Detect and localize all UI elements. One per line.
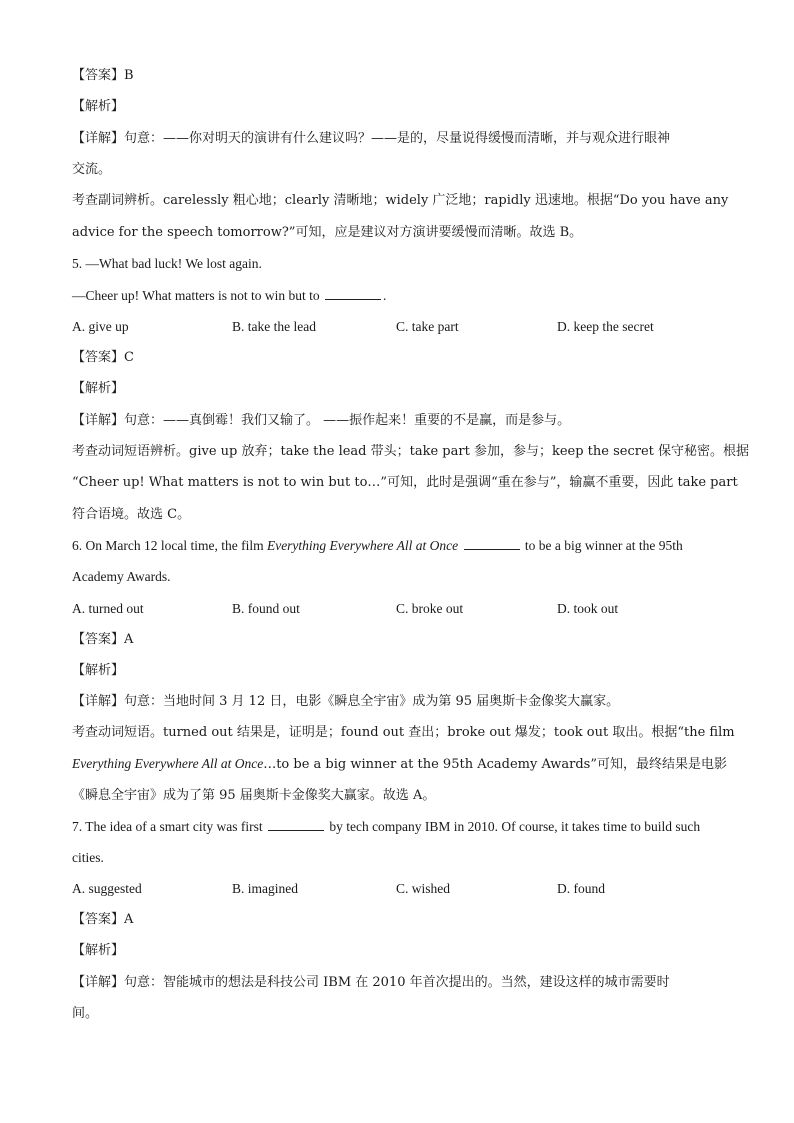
stem-text: —Cheer up! What matters is not to win but to — [72, 288, 320, 303]
answer-blank — [464, 538, 520, 550]
option-b: B. take the lead — [232, 319, 316, 334]
stem-text: 6. On March 12 local time, the film — [72, 538, 264, 553]
detail-text: 【详解】句意：当地时间 3 月 12 日，电影《瞬息全宇宙》成为第 95 届奥斯卡金像奖大赢家。 — [72, 694, 620, 709]
detail-text: 符合语境。故选 C。 — [72, 507, 191, 522]
analysis-label: 【解析】 — [72, 99, 125, 114]
detail-text: 《瞬息全宇宙》成为了第 95 届奥斯卡金像奖大赢家。故选 A。 — [72, 788, 436, 803]
question-stem — [72, 818, 722, 836]
stem-text: by tech company IBM in 2010. Of course, it takes time to build such — [329, 819, 701, 834]
question-stem: 5. —What bad luck! We lost again. — [72, 256, 262, 271]
question-stem — [72, 287, 722, 305]
detail-text: advice for the speech tomorrow?”可知，应是建议对方演讲要缓慢而清晰。故选 B。 — [72, 225, 583, 240]
option-b: B. found out — [232, 601, 300, 616]
answer-label: 【答案】C — [72, 350, 134, 365]
film-title: Everything Everywhere All at Once — [266, 538, 459, 553]
analysis-label: 【解析】 — [72, 381, 125, 396]
detail-text: 【详解】句意：——真倒霉！我们又输了。 ——振作起来！重要的不是赢，而是参与。 — [72, 413, 571, 428]
option-a: A. turned out — [72, 601, 144, 616]
detail-text-part: …to be a big winner at the 95th Academy Awards”可知，最终结果是电影 — [263, 757, 727, 772]
question-stem: Academy Awards. — [72, 569, 171, 584]
option-c: C. take part — [396, 319, 459, 334]
detail-text: “Cheer up! What matters is not to win but to…”可知，此时是强调“重在参与”，输赢不重要，因此 take part — [72, 475, 738, 490]
option-b: B. imagined — [232, 881, 298, 896]
question-stem — [72, 537, 722, 555]
detail-text: 考查动词短语。turned out 结果是，证明是；found out 查出；broke out 爆发；took out 取出。根据“the film — [72, 725, 735, 740]
stem-text: . — [382, 288, 387, 303]
detail-text: 交流。 — [72, 162, 112, 177]
option-d: D. found — [557, 881, 605, 896]
question-stem: cities. — [72, 850, 104, 865]
option-d: D. keep the secret — [557, 319, 654, 334]
analysis-label: 【解析】 — [72, 943, 125, 958]
detail-text: 【详解】句意：智能城市的想法是科技公司 IBM 在 2010 年首次提出的。当然，建设这样的城市需要时 — [72, 975, 670, 990]
detail-text: 【详解】句意：——你对明天的演讲有什么建议吗？——是的，尽量说得缓慢而清晰，并与观众进行眼神 — [72, 131, 671, 146]
answer-label: 【答案】B — [72, 68, 134, 83]
option-a: A. suggested — [72, 881, 142, 896]
answer-blank — [325, 288, 381, 300]
option-c: C. broke out — [396, 601, 464, 616]
analysis-label: 【解析】 — [72, 663, 125, 678]
detail-text — [72, 755, 727, 774]
answer-label: 【答案】A — [72, 632, 134, 647]
stem-text: to be a big winner at the 95th — [524, 538, 683, 553]
answer-blank — [268, 819, 324, 831]
stem-text: 7. The idea of a smart city was first — [72, 819, 263, 834]
detail-text: 考查副词辨析。carelessly 粗心地；clearly 清晰地；widely 广泛地；rapidly 迅速地。根据“Do you have any — [72, 193, 729, 208]
detail-text: 间。 — [72, 1006, 99, 1021]
detail-text: 考查动词短语辨析。give up 放弃；take the lead 带头；take part 参加，参与；keep the secret 保守秘密。根据 — [72, 444, 750, 459]
option-a: A. give up — [72, 319, 129, 334]
option-d: D. took out — [557, 601, 619, 616]
option-c: C. wished — [396, 881, 450, 896]
answer-label: 【答案】A — [72, 912, 134, 927]
film-title: Everything Everywhere All at Once — [72, 756, 264, 771]
